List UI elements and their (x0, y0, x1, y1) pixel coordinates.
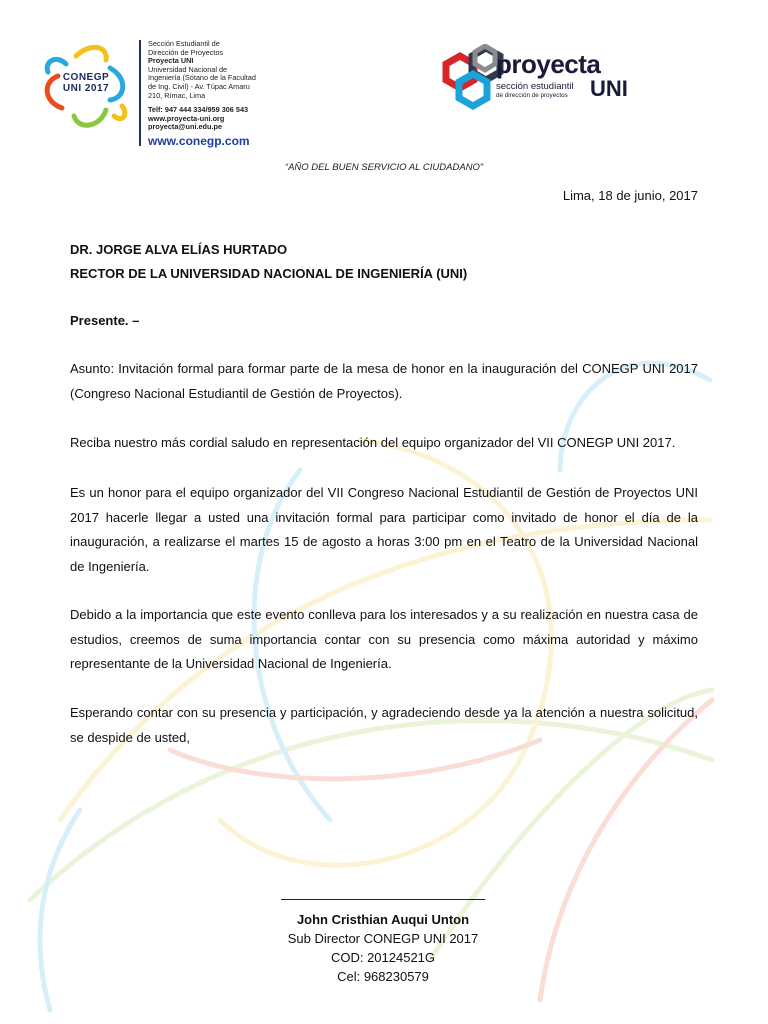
greeting: Presente. – (70, 313, 140, 328)
contact-line: Dirección de Proyectos (148, 47, 224, 57)
contact-website[interactable]: www.proyecta-uni.org (148, 113, 225, 123)
conegp-logo (36, 38, 136, 138)
addressee-block (70, 238, 698, 286)
proyecta-subtitle-line1: sección estudiantil (496, 81, 574, 92)
contact-line: de Ing. Civil) - Av. Túpac Amaru (148, 81, 250, 91)
proyecta-brand: proyecta (496, 49, 601, 79)
header-divider (139, 40, 141, 146)
body-paragraph-2: Es un honor para el equipo organizador del VII Congreso Nacional Estudiantil de Gestión de Proyectos UNI 2017 hacerle llegar a usted una invitación formal para participar como invitado de honor el día de la inauguración, a realizarse el martes 15 de agosto a horas 3:00 pm en el Teatro de la Universidad Nacional de Ingeniería. (70, 485, 698, 574)
contact-org: Proyecta UNI (148, 56, 194, 66)
logo-text-conegp: CONEGP (62, 72, 110, 83)
signer-code: COD: 20124521G (330, 950, 436, 965)
contact-block (148, 40, 288, 148)
letter-date: Lima, 18 de junio, 2017 (562, 188, 698, 203)
conegp-website[interactable]: www.conegp.com (148, 133, 250, 148)
year-motto: “AÑO DEL BUEN SERVICIO AL CIUDADANO” (284, 162, 484, 173)
contact-line: 210, Rímac, Lima (148, 90, 206, 100)
signer-phone: Cel: 968230579 (337, 969, 429, 984)
signature-block (233, 910, 533, 986)
addressee-name: DR. JORGE ALVA ELÍAS HURTADO (70, 242, 288, 257)
proyecta-subtitle-line2: de dirección de proyectos (496, 92, 568, 99)
closing-paragraph: Esperando contar con su presencia y participación, y agradeciendo desde ya la atención a nuestra solicitud, se despide de usted, (70, 705, 698, 745)
logo-text-uni2017: UNI 2017 (62, 83, 110, 94)
signer-role: Sub Director CONEGP UNI 2017 (287, 931, 479, 946)
contact-phone: Telf: 947 444 334/959 306 543 (148, 105, 249, 115)
subject-paragraph: Asunto: Invitación formal para formar parte de la mesa de honor en la inauguración del CONEGP UNI 2017 (Congreso Nacional Estudiantil de Gestión de Proyectos). (70, 361, 698, 401)
contact-line: Universidad Nacional de (148, 64, 228, 74)
body-paragraph-1: Reciba nuestro más cordial saludo en representación del equipo organizador del VII CONEGP UNI 2017. (70, 435, 676, 450)
contact-line: Ingeniería (Sótano de la Facultad (148, 73, 256, 83)
proyecta-subtitle (496, 82, 596, 100)
signature-line (281, 899, 485, 900)
body-paragraph-3: Debido a la importancia que este evento conlleva para los interesados y a su realización en nuestra casa de estudios, creemos de suma importancia contar con su presencia como máxima autoridad y máximo representante de la Universidad Nacional de Ingeniería. (70, 607, 698, 671)
contact-line: Sección Estudiantil de (148, 39, 220, 48)
contact-email[interactable]: proyecta@uni.edu.pe (148, 122, 223, 132)
proyecta-uni: UNI (590, 76, 628, 101)
signer-name: John Cristhian Auqui Unton (296, 912, 470, 927)
addressee-title: RECTOR DE LA UNIVERSIDAD NACIONAL DE INGENIERÍA (UNI) (70, 266, 468, 281)
